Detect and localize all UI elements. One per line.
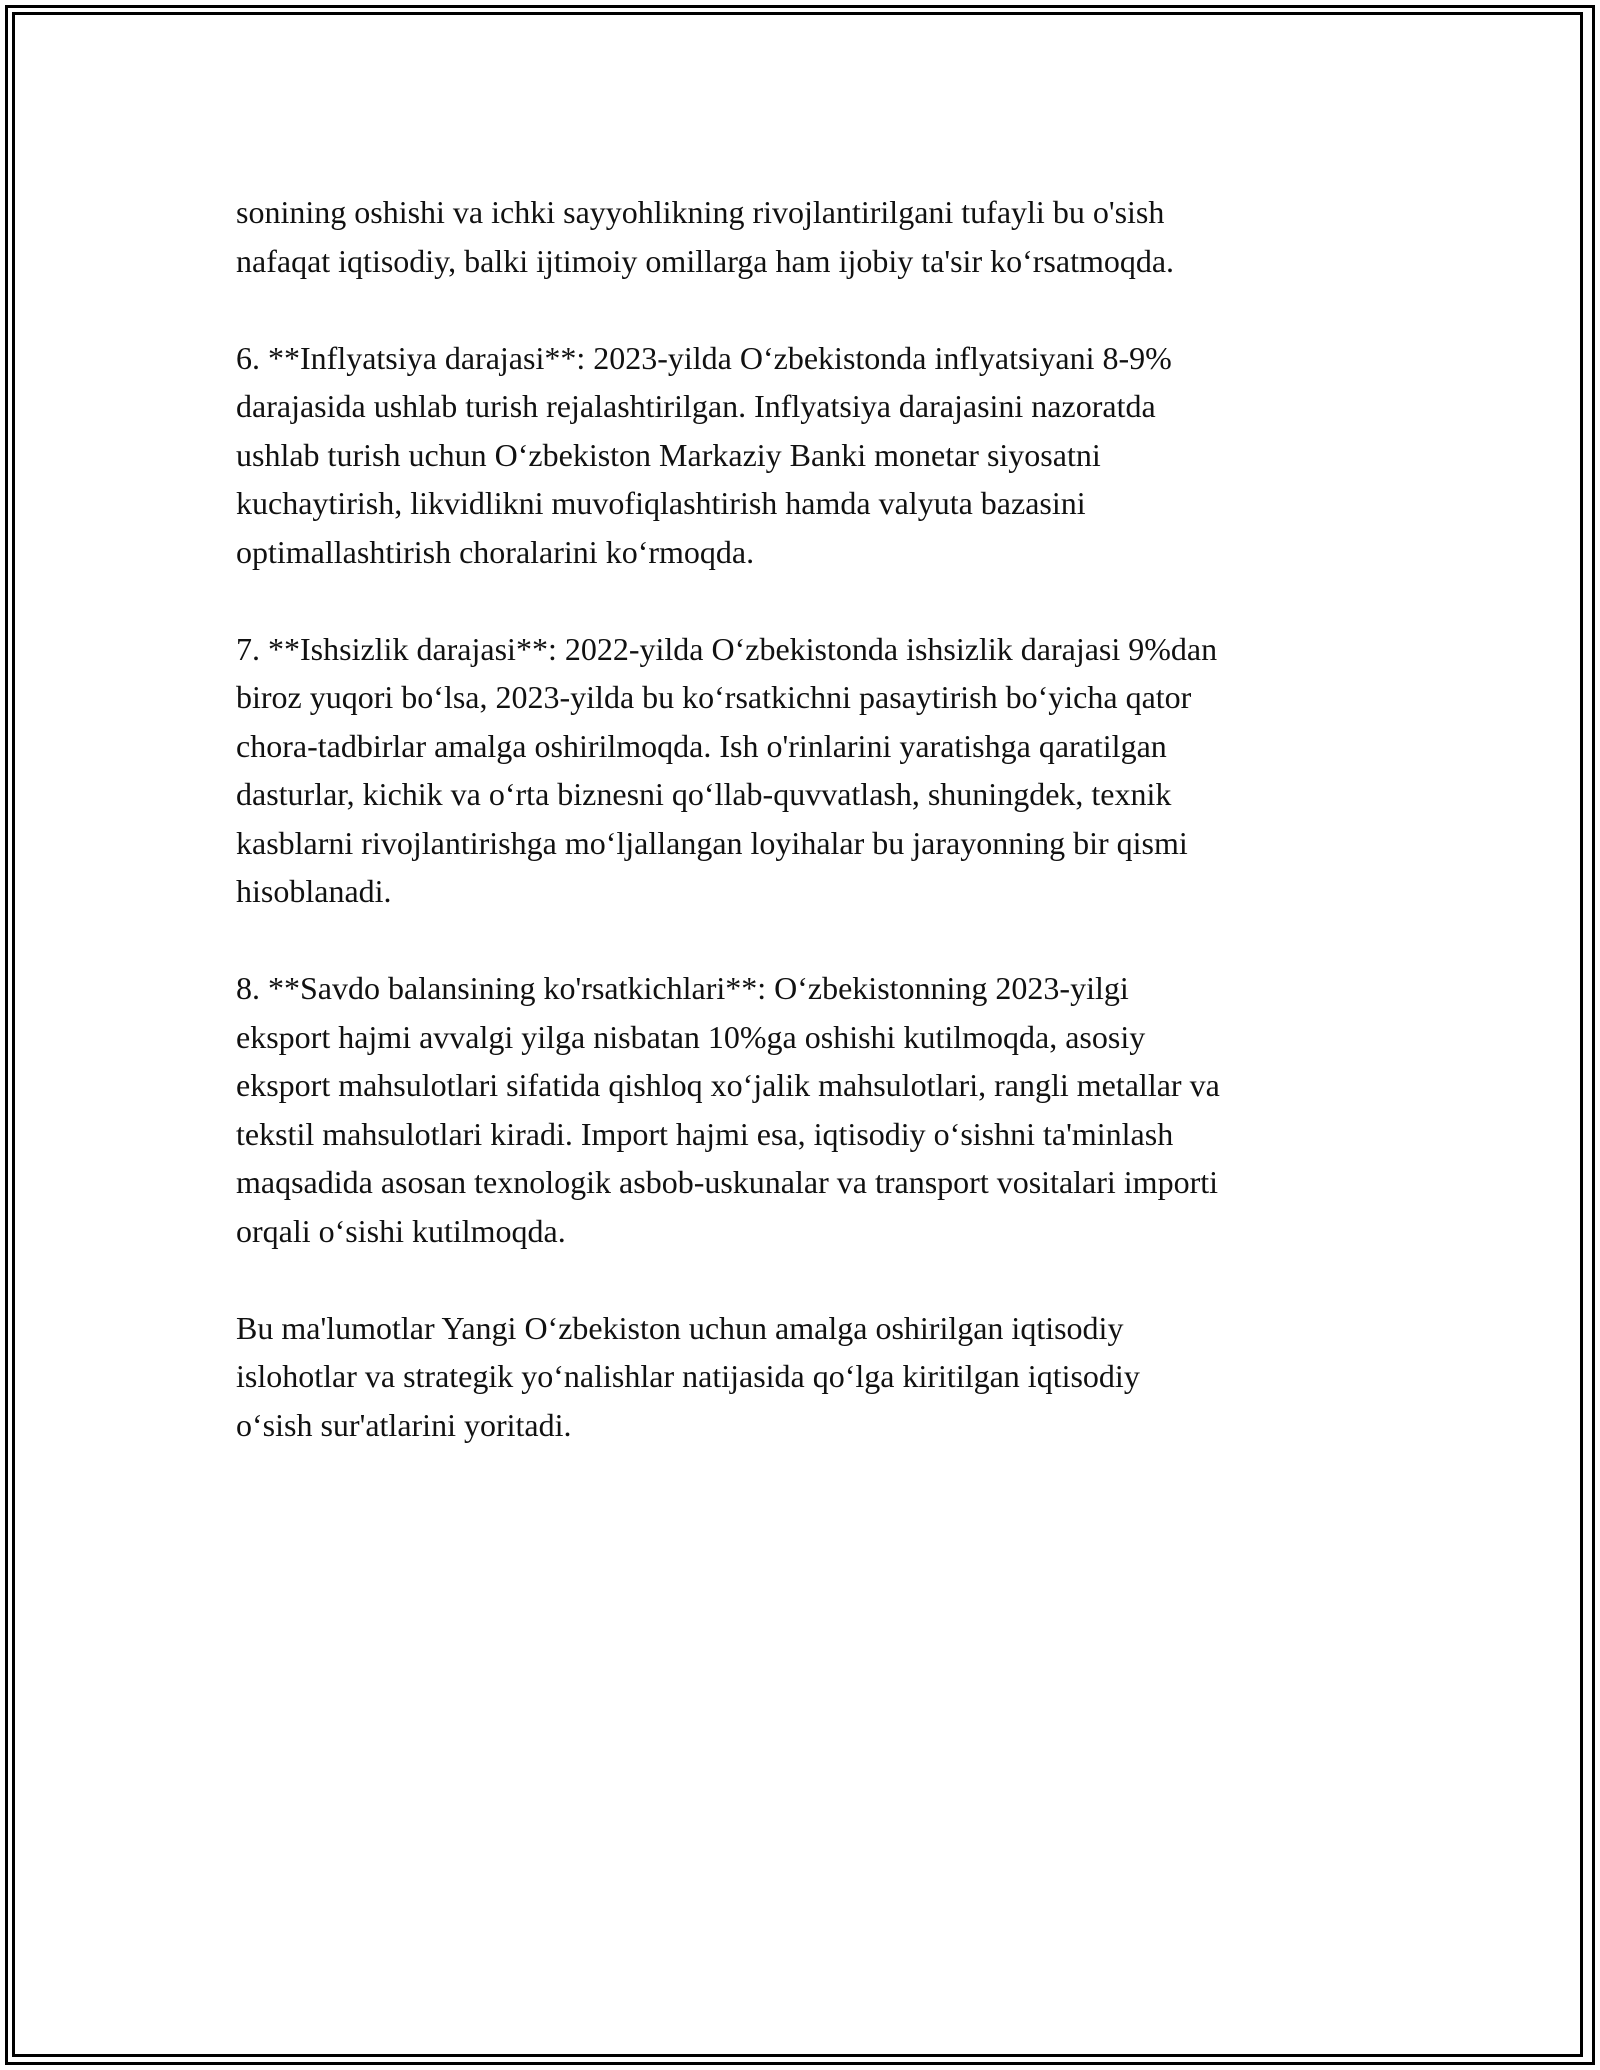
paragraph-unemployment: 7. **Ishsizlik darajasi**: 2022-yilda O‘zbekistonda ishsizlik darajasi 9%dan biroz yuqori bo‘lsa, 2023-yilda bu ko‘rsatkichni pasaytirish bo‘yicha qator chora-tadbirlar amalga oshirilmoqda. Ish o'rinlarini yaratishga qaratilgan dasturlar, kichik va o‘rta biznesni qo‘llab-quvvatlash, shuningdek, texnik kasblarni rivojlantirishga mo‘ljallangan loyihalar bu jarayonning bir qismi hisoblanadi. — [236, 630, 1218, 909]
paragraph-inflation: 6. **Inflyatsiya darajasi**: 2023-yilda O‘zbekistonda inflyatsiyani 8-9% darajasida ushlab turish rejalashtirilgan. Inflyatsiya darajasini nazoratda ushlab turish uchun O‘zbekiston Markaziy Banki monetar siyosatni kuchaytirish, likvidlikni muvofiqlashtirish hamda valyuta bazasini optimallashtirish choralarini ko‘rmoqda. — [236, 339, 1172, 570]
paragraph-continuation: sonining oshishi va ichki sayyohlikning rivojlantirilgani tufayli bu o'sish nafaqat iqtisodiy, balki ijtimoiy omillarga ham ijobiy ta'sir ko‘rsatmoqda. — [236, 194, 1175, 279]
document-body — [236, 188, 1386, 1498]
paragraph-conclusion: Bu ma'lumotlar Yangi O‘zbekiston uchun amalga oshirilgan iqtisodiy islohotlar va strategik yo‘nalishlar natijasida qo‘lga kiritilgan iqtisodiy o‘sish sur'atlarini yoritadi. — [236, 1309, 1140, 1443]
paragraph-trade-balance: 8. **Savdo balansining ko'rsatkichlari**: O‘zbekistonning 2023-yilgi eksport hajmi avvalgi yilga nisbatan 10%ga oshishi kutilmoqda, asosiy eksport mahsulotlari sifatida qishloq xo‘jalik mahsulotlari, rangli metallar va tekstil mahsulotlari kiradi. Import hajmi esa, iqtisodiy o‘sishni ta'minlash maqsadida asosan texnologik asbob-uskunalar va transport vositalari importi orqali o‘sishi kutilmoqda. — [236, 970, 1220, 1249]
